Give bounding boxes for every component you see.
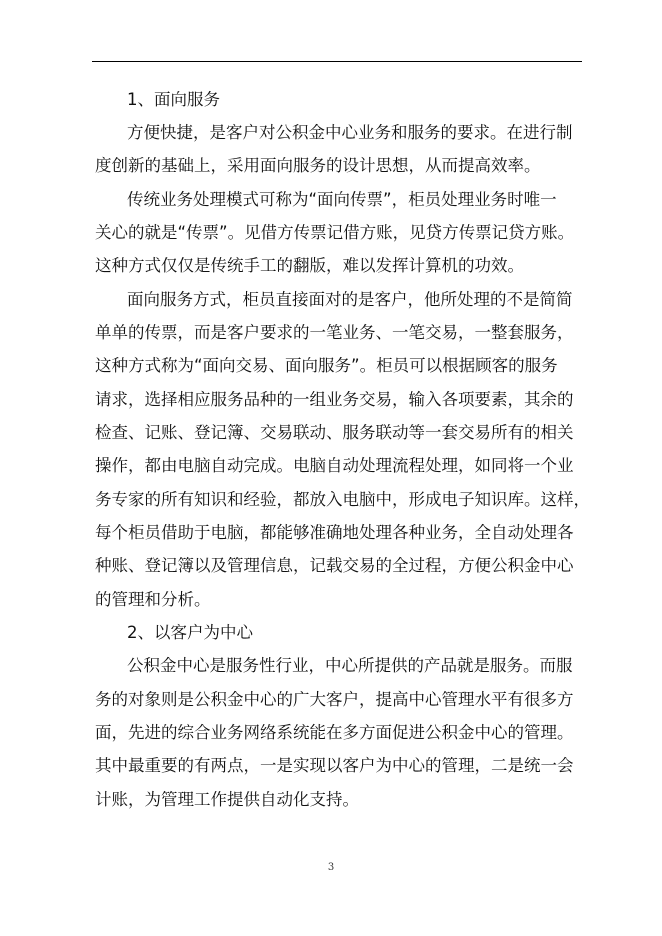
text-line: 这种方式仅仅是传统手工的翻版，难以发挥计算机的功效。 [95, 256, 524, 275]
text-line: 面，先进的综合业务网络系统能在多方面促进公积金中心的管理。 [95, 723, 574, 742]
section-heading-2: 2、以客户为中心 [127, 623, 253, 642]
text-line: 务专家的所有知识和经验，都放入电脑中，形成电子知识库。这样， [95, 490, 590, 509]
text-line: 操作，都由电脑自动完成。电脑自动处理流程处理，如同将一个业 [95, 456, 574, 475]
text-line: 其中最重要的有两点，一是实现以客户为中心的管理，二是统一会 [95, 756, 574, 775]
section-heading-1: 1、面向服务 [127, 90, 220, 109]
text-line: 方便快捷，是客户对公积金中心业务和服务的要求。在进行制 [127, 123, 573, 142]
text-line: 请求，选择相应服务品种的一组业务交易，输入各项要素，其余的 [95, 390, 574, 409]
text-line: 度创新的基础上，采用面向服务的设计思想，从而提高效率。 [95, 156, 541, 175]
text-line: 务的对象则是公积金中心的广大客户，提高中心管理水平有很多方 [95, 690, 574, 709]
text-line: 检查、记账、登记簿、交易联动、服务联动等一套交易所有的相关 [95, 423, 574, 442]
text-line: 传统业务处理模式可称为“面向传票”，柜员处理业务时唯一 [127, 190, 557, 209]
header-rule [92, 61, 582, 62]
text-line: 这种方式称为“面向交易、面向服务”。柜员可以根据顾客的服务 [95, 356, 558, 375]
text-line: 关心的就是“传票”。见借方传票记借方账，见贷方传票记贷方账。 [95, 223, 575, 242]
text-line: 公积金中心是服务性行业，中心所提供的产品就是服务。而服 [127, 656, 573, 675]
text-line: 每个柜员借助于电脑，都能够准确地处理各种业务，全自动处理各 [95, 523, 574, 542]
text-line: 面向服务方式，柜员直接面对的是客户，他所处理的不是简简 [127, 290, 573, 309]
text-line: 种账、登记簿以及管理信息，记载交易的全过程，方便公积金中心 [95, 556, 574, 575]
text-line: 单单的传票，而是客户要求的一笔业务、一笔交易，一整套服务， [95, 323, 574, 342]
page-number: 3 [327, 862, 335, 873]
text-line: 的管理和分析。 [95, 590, 211, 609]
text-line: 计账，为管理工作提供自动化支持。 [95, 790, 359, 809]
